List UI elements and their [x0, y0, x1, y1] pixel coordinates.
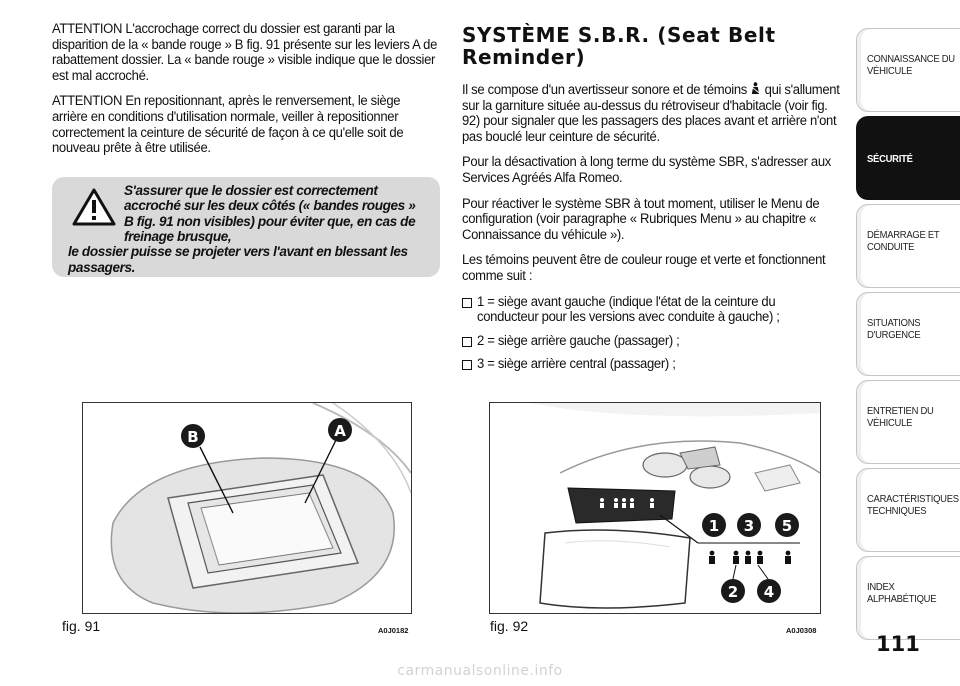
seatbelt-warning-icon	[750, 82, 761, 95]
label-a: A	[334, 422, 346, 440]
tab-index-alphabetique[interactable]: INDEX ALPHABÉTIQUE	[856, 556, 960, 640]
sbr-paragraph-2: Pour la désactivation à long terme du système SBR, s'adresser aux Services Agréés Alfa Romeo.	[462, 154, 831, 186]
sbr-paragraph-4: Les témoins peuvent être de couleur rouge et verte et fonctionnent comme suit :	[462, 252, 826, 284]
figure-91-caption: fig. 91	[62, 618, 101, 634]
sbr-paragraph-1-end: qui s'allument sur la garniture située au-dessus du rétroviseur d'habitacle (voir fig. 92) pour signaler que les passagers des places avant et arrière n'ont pas bouclé leur ceinture de sécurité.	[462, 82, 840, 145]
list-item: 1 = siège avant gauche (indique l'état de la ceinture du conducteur pour les versions avec conduite à gauche) ;	[462, 295, 846, 326]
overhead-console-illustration	[490, 403, 820, 613]
checkbox-bullet-icon	[462, 337, 472, 347]
middle-column	[462, 24, 846, 381]
page-number: 111	[876, 632, 920, 656]
watermark: carmanualsonline.info	[397, 663, 563, 679]
list-item: 3 = siège arrière central (passager) ;	[462, 357, 846, 373]
sbr-paragraph-3: Pour réactiver le système SBR à tout moment, utiliser le Menu de configuration (voir paragraphe « Rubriques Menu » au chapitre « Connaissance du véhicule »).	[462, 195, 820, 243]
tab-caracteristiques-techniques[interactable]: CARACTÉRISTIQUES TECHNIQUES	[856, 468, 960, 552]
attention-paragraph-2: ATTENTION En repositionnant, après le renversement, le siège arrière en conditions d'utilisation normale, veiller à repositionner correctement la ceinture de sécurité de façon à ce qu'elle soit de nouveau prête à être utilisée.	[52, 93, 404, 157]
label-5: 5	[781, 517, 793, 535]
warning-text	[68, 183, 428, 275]
label-1: 1	[708, 517, 720, 535]
chapter-tabs	[856, 28, 960, 644]
sbr-paragraph-1	[462, 82, 844, 145]
list-item: 2 = siège arrière gauche (passager) ;	[462, 334, 846, 350]
tab-entretien-du-vehicule[interactable]: ENTRETIEN DU VÉHICULE	[856, 380, 960, 464]
tab-situations-d-urgence[interactable]: SITUATIONS D'URGENCE	[856, 292, 960, 376]
section-title: SYSTÈME S.B.R. (Seat Belt Reminder)	[462, 23, 776, 69]
figure-92-code: A0J0308	[786, 626, 817, 635]
figure-92-caption: fig. 92	[490, 618, 529, 634]
seat-latch-illustration	[83, 403, 411, 613]
tab-connaissance-du-vehicule[interactable]: CONNAISSANCE DU VÉHICULE	[856, 28, 960, 112]
sbr-paragraph-1-start: Il se compose d'un avertisseur sonore et de témoins	[462, 82, 747, 98]
warning-text-line1: S'assurer que le dossier est correctement accroché sur les deux côtés (« bandes rouges » B fig. 91 non visibles) pour éviter que, en cas de freinage brusque,	[124, 182, 416, 244]
label-2: 2	[727, 583, 739, 601]
left-column	[52, 22, 440, 277]
warning-box	[52, 177, 440, 277]
figure-92	[489, 402, 821, 614]
tab-securite[interactable]: SÉCURITÉ	[856, 116, 960, 200]
figure-91-code: A0J0182	[378, 626, 409, 635]
checkbox-bullet-icon	[462, 298, 472, 308]
tab-demarrage-et-conduite[interactable]: DÉMARRAGE ET CONDUITE	[856, 204, 960, 288]
warning-text-line2: le dossier puisse se projeter vers l'avant en blessant les passagers.	[68, 244, 408, 275]
label-3: 3	[743, 517, 755, 535]
checkbox-bullet-icon	[462, 360, 472, 370]
figure-91	[82, 402, 412, 614]
label-b: B	[187, 428, 199, 446]
label-4: 4	[763, 583, 775, 601]
attention-paragraph-1: ATTENTION L'accrochage correct du dossier est garanti par la disparition de la « bande rouge » B fig. 91 présente sur les leviers A de rabattement dossier. La « bande rouge » visible indique que le dossier est mal accroché.	[52, 21, 438, 84]
